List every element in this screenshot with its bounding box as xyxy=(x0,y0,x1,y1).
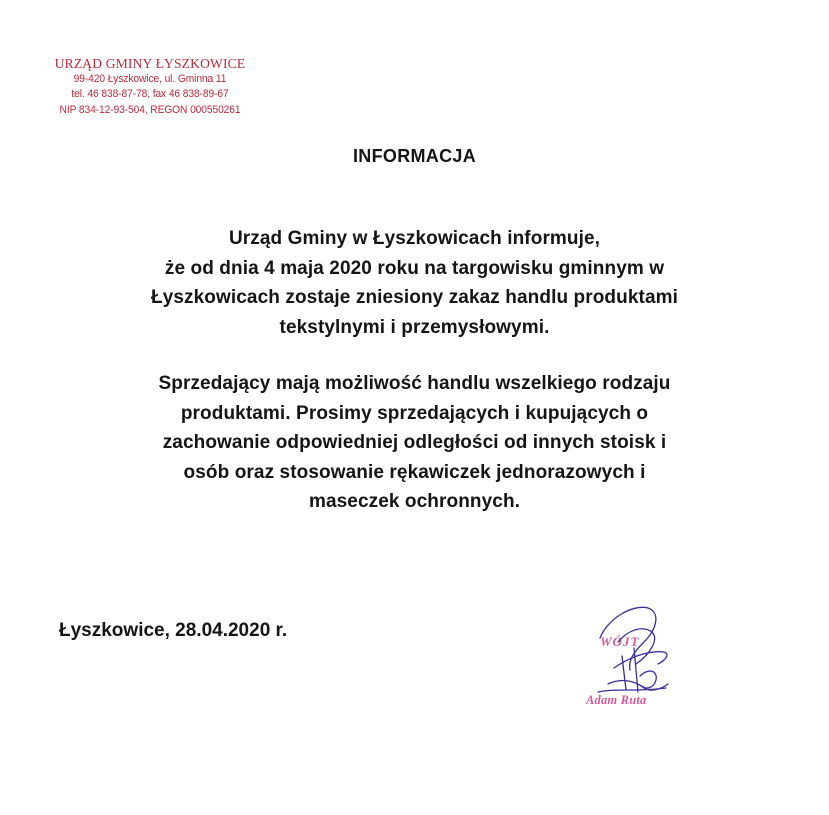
signature-stamp-name: Adam Ruta xyxy=(586,693,647,707)
paragraph-guidelines xyxy=(40,369,789,517)
stamp-address: 99-420 Łyszkowice, ul. Gminna 11 xyxy=(73,72,227,85)
paragraph-line: Urząd Gminy w Łyszkowicach informuje, xyxy=(228,228,601,249)
stamp-phone: tel. 46 838-87-78, fax 46 838-89-67 xyxy=(71,88,229,100)
signature-block xyxy=(578,598,690,716)
paragraph-line: zachowanie odpowiedniej odległości od innych stoisk i xyxy=(162,432,667,453)
paragraph-line: tekstylnymi i przemysłowymi. xyxy=(279,316,550,338)
paragraph-announcement xyxy=(40,224,789,342)
paragraph-line: maseczek ochronnych. xyxy=(308,491,521,512)
stamp-ids: NIP 834-12-93-504, REGON 000550261 xyxy=(59,103,241,116)
office-stamp xyxy=(44,56,256,118)
paragraph-line: Łyszkowicach zostaje zniesiony zakaz handlu produktami xyxy=(151,287,678,308)
paragraph-line: że od dnia 4 maja 2020 roku na targowisku gminnym w xyxy=(164,257,665,279)
place-and-date: Łyszkowice, 28.04.2020 r. xyxy=(59,620,288,641)
signature-stamp-title: WÓJT xyxy=(600,634,640,649)
document-title: INFORMACJA xyxy=(353,146,476,166)
paragraph-line: produktami. Prosimy sprzedających i kupujących o xyxy=(180,402,649,424)
paragraph-line: osób oraz stosowanie rękawiczek jednorazowych i xyxy=(183,461,646,483)
handwritten-signature xyxy=(578,598,690,716)
stamp-office-name: URZĄD GMINY ŁYSZKOWICE xyxy=(54,56,246,71)
paragraph-line: Sprzedający mają możliwość handlu wszelkiego rodzaju xyxy=(158,373,671,394)
